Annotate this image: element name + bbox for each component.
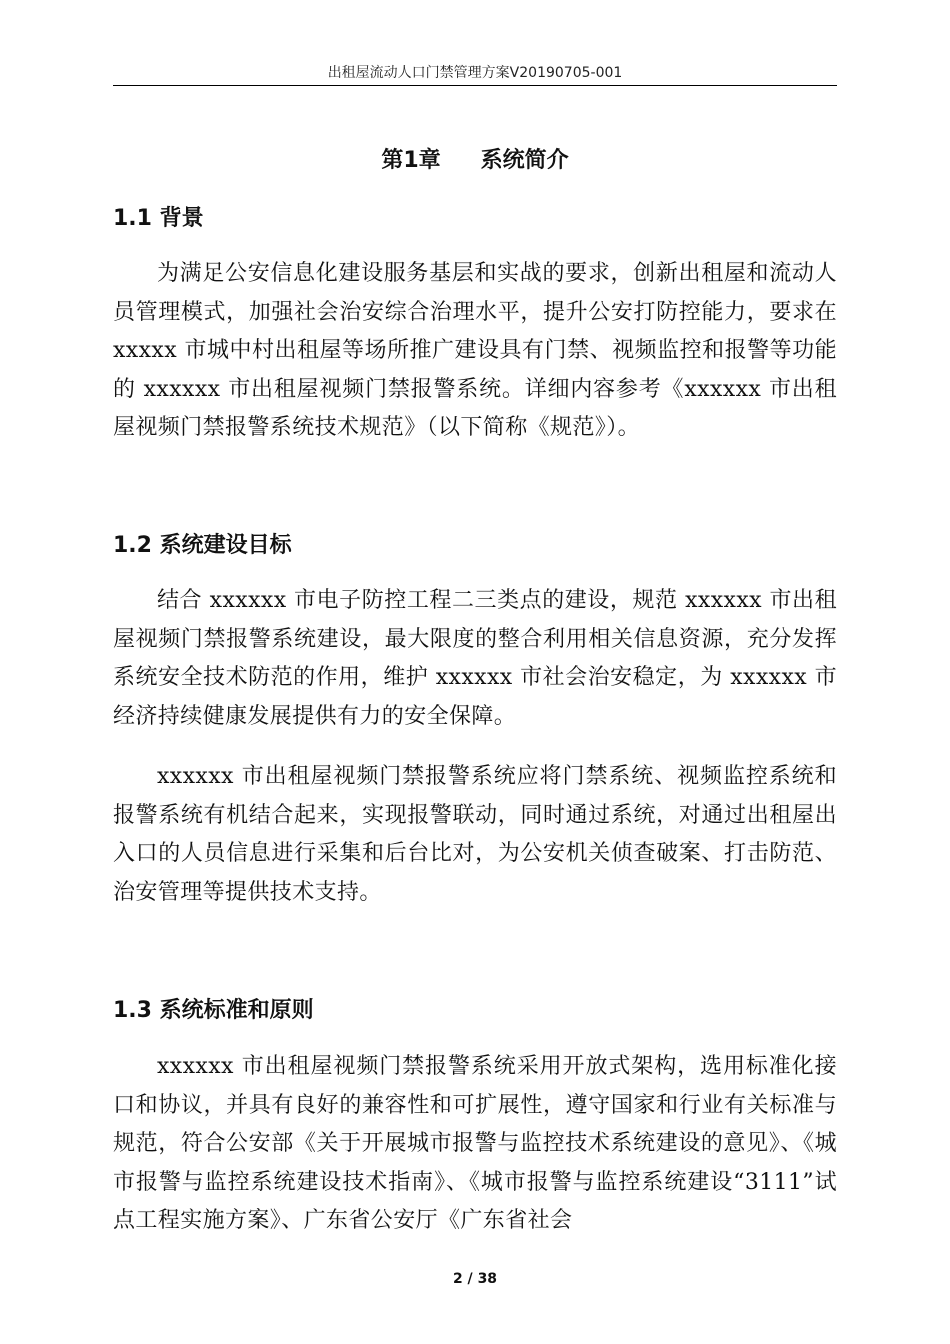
paragraph: 结合 xxxxxx 市电子防控工程二三类点的建设，规范 xxxxxx 市出租屋视频门禁报警系统建设，最大限度的整合利用相关信息资源，充分发挥系统安全技术防范的作用，维护 xxxxxx 市社会治安稳定，为 xxxxxx 市经济持续健康发展提供有力的安全保障。 <box>113 588 837 729</box>
header-divider <box>113 85 837 86</box>
page-separator: / <box>462 1271 478 1287</box>
paragraph: xxxxxx 市出租屋视频门禁报警系统采用开放式架构，选用标准化接口和协议，并具有良好的兼容性和可扩展性，遵守国家和行业有关标准与规范，符合公安部《关于开展城市报警与监控技术系统建设的意见》、《城市报警与监控系统建设技术指南》、《城市报警与监控系统建设“3111”试点工程实施方案》、广东省公安厅《广东省社会 <box>113 1054 837 1233</box>
page-header <box>113 62 837 82</box>
page-number <box>113 1271 837 1287</box>
document-title: 出租屋流动人口门禁管理方案V20190705-001 <box>327 65 623 81</box>
current-page: 2 <box>452 1271 463 1287</box>
paragraph: xxxxxx 市出租屋视频门禁报警系统应将门禁系统、视频监控系统和报警系统有机结合起来，实现报警联动，同时通过系统，对通过出租屋出入口的人员信息进行采集和后台比对，为公安机关侦查破案、打击防范、治安管理等提供技术支持。 <box>113 764 837 905</box>
chapter-title <box>113 143 837 174</box>
section-heading: 1.2 系统建设目标 <box>113 533 292 558</box>
paragraph: 为满足公安信息化建设服务基层和实战的要求，创新出租屋和流动人员管理模式，加强社会治安综合治理水平，提升公安打防控能力，要求在 xxxxx 市城中村出租屋等场所推广建设具有门禁、视频监控和报警等功能的 xxxxxx 市出租屋视频门禁报警系统。详细内容参考《xxxxxx 市出租屋视频门禁报警系统技术规范》（以下简称《规范》）。 <box>113 261 837 440</box>
section-heading: 1.1 背景 <box>113 206 204 231</box>
section-heading: 1.3 系统标准和原则 <box>113 998 314 1023</box>
total-pages: 38 <box>477 1271 498 1287</box>
chapter-number: 第1章 <box>381 148 441 173</box>
chapter-name: 系统简介 <box>480 148 569 173</box>
